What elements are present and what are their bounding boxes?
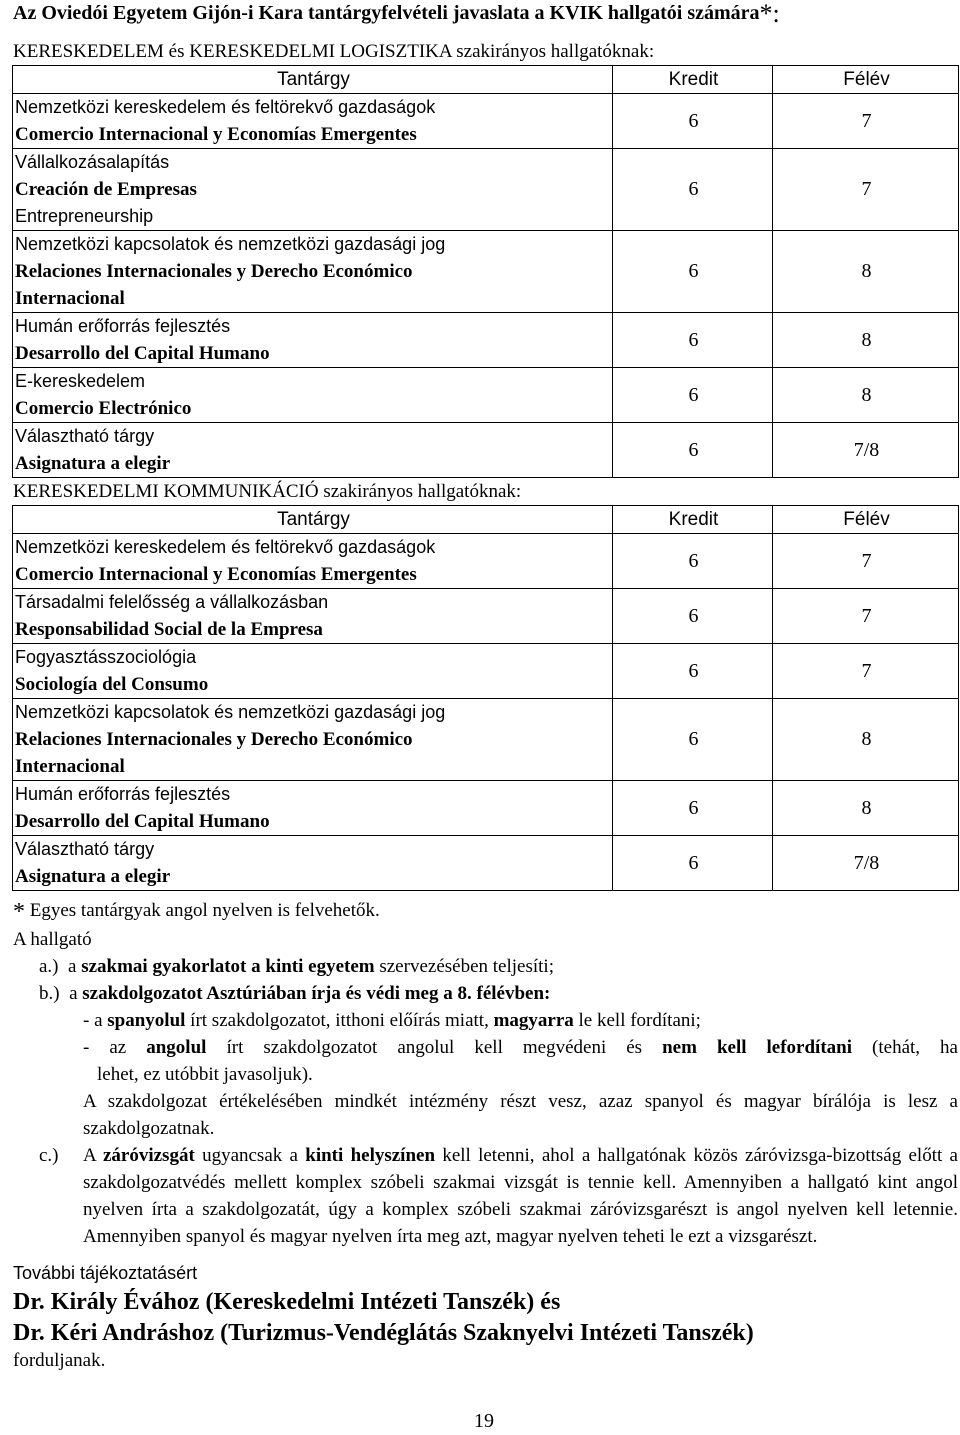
course-name-cell bbox=[13, 589, 613, 644]
dash-item-spanish: - a spanyolul írt szakdolgozatot, itthoni előírás miatt, magyarra le kell fordítani; bbox=[83, 1010, 701, 1031]
page-number: 19 bbox=[474, 1410, 494, 1432]
course-name-cell bbox=[13, 836, 613, 891]
course-name-cell bbox=[13, 149, 613, 231]
dash-item-english: - az angolul írt szakdolgozatot angolul kell megvédeni és nem kell lefordítani (tehát, ha bbox=[83, 1037, 958, 1058]
course-name-spanish: Creación de Empresas bbox=[15, 179, 197, 200]
course-name-spanish: Desarrollo del Capital Humano bbox=[15, 343, 270, 364]
kredit-cell: 6 bbox=[613, 368, 773, 423]
kredit-cell: 6 bbox=[613, 423, 773, 478]
course-name-hungarian: Választható tárgy bbox=[15, 839, 155, 859]
kredit-cell: 6 bbox=[613, 534, 773, 589]
table-row bbox=[13, 423, 959, 478]
student-intro: A hallgató bbox=[13, 929, 92, 950]
course-name-cell bbox=[13, 313, 613, 368]
table-row bbox=[13, 534, 959, 589]
table-row bbox=[13, 313, 959, 368]
course-name-spanish: Responsabilidad Social de la Empresa bbox=[15, 619, 323, 640]
course-name-cell bbox=[13, 781, 613, 836]
felev-cell: 8 bbox=[773, 368, 959, 423]
kredit-cell: 6 bbox=[613, 781, 773, 836]
column-header-subject: Tantárgy bbox=[13, 506, 613, 534]
table-row bbox=[13, 699, 959, 781]
course-name-spanish: Relaciones Internacionales y Derecho Económico bbox=[15, 729, 413, 750]
felev-cell: 7 bbox=[773, 149, 959, 231]
felev-cell: 8 bbox=[773, 231, 959, 313]
item-b-emphasis: szakdolgozatot Asztúriában írja és védi meg a 8. félévben: bbox=[82, 983, 551, 1004]
section-heading-kommunikacio: KERESKEDELMI KOMMUNIKÁCIÓ szakirányos hallgatóknak: bbox=[13, 481, 522, 502]
item-b-label: b.) bbox=[39, 983, 60, 1004]
course-table-body bbox=[13, 94, 959, 478]
section-heading-kereskedelem: KERESKEDELEM és KERESKEDELMI LOGISZTIKA szakirányos hallgatóknak: bbox=[13, 41, 655, 62]
item-c bbox=[39, 1142, 958, 1250]
table-row bbox=[13, 231, 959, 313]
item-a-emphasis: szakmai gyakorlatot a kinti egyetem bbox=[81, 956, 375, 977]
course-name-hungarian: Társadalmi felelősség a vállalkozásban bbox=[15, 592, 329, 612]
felev-cell: 7 bbox=[773, 589, 959, 644]
table-row bbox=[13, 781, 959, 836]
item-a: a.) a szakmai gyakorlatot a kinti egyetem szervezésében teljesíti; bbox=[39, 956, 554, 977]
document-title bbox=[13, 0, 958, 27]
felev-cell: 7 bbox=[773, 644, 959, 699]
contact-person-1: Dr. Király Évához (Kereskedelmi Intézeti Tanszék) és bbox=[13, 1289, 561, 1315]
item-b: b.) a szakdolgozatot Asztúriában írja és védi meg a 8. félévben: bbox=[39, 983, 551, 1004]
kredit-cell: 6 bbox=[613, 94, 773, 149]
column-header-subject: Tantárgy bbox=[13, 66, 613, 94]
course-name-cell bbox=[13, 368, 613, 423]
course-name-hungarian: Nemzetközi kapcsolatok és nemzetközi gazdasági jog bbox=[15, 234, 446, 254]
felev-cell: 7/8 bbox=[773, 423, 959, 478]
course-name-hungarian: Vállalkozásalapítás bbox=[15, 152, 170, 172]
item-c-label: c.) bbox=[39, 1145, 59, 1166]
kredit-cell: 6 bbox=[613, 231, 773, 313]
course-name-cell bbox=[13, 644, 613, 699]
course-name-spanish: Relaciones Internacionales y Derecho Económico bbox=[15, 261, 413, 282]
table-header-row bbox=[13, 506, 959, 534]
kredit-cell: 6 bbox=[613, 699, 773, 781]
course-name-spanish: Asignatura a elegir bbox=[15, 866, 171, 887]
felev-cell: 8 bbox=[773, 781, 959, 836]
evaluation-paragraph: A szakdolgozat értékelésében mindkét intézmény részt vesz, azaz spanyol és magyar bírálója is lesz a szakdolgozatnak. bbox=[83, 1091, 958, 1139]
course-name-spanish: Comercio Internacional y Economías Emergentes bbox=[15, 124, 417, 145]
course-name-hungarian: E-kereskedelem bbox=[15, 371, 146, 391]
felev-cell: 8 bbox=[773, 699, 959, 781]
course-name-hungarian: Humán erőforrás fejlesztés bbox=[15, 784, 231, 804]
table-header-row bbox=[13, 66, 959, 94]
notes-block bbox=[13, 897, 958, 1250]
table-row bbox=[13, 368, 959, 423]
course-name-spanish: Comercio Internacional y Economías Emergentes bbox=[15, 564, 417, 585]
course-name-cell bbox=[13, 94, 613, 149]
table-row bbox=[13, 149, 959, 231]
dash-item-english-continued: lehet, ez utóbbit javasoljuk). bbox=[97, 1064, 313, 1085]
course-name-hungarian: Nemzetközi kereskedelem és feltörekvő gazdaságok bbox=[15, 537, 436, 557]
english-availability-note bbox=[13, 897, 958, 926]
course-name-english: Entrepreneurship bbox=[15, 206, 154, 226]
kredit-cell: 6 bbox=[613, 644, 773, 699]
item-c-text: A záróvizsgát ugyancsak a kinti helyszínen kell letenni, ahol a hallgatónak közös záróvizsga-bizottság előtt a szakdolgozatvédés mellett komplex szóbeli szakmai vizsgát is tennie kell. Amennyiben a hallgató kint angol nyelven írta a szakdolgozatát, úgy a komplex szóbeli szakmai záróvizsgarészt is angol nyelven kell letennie. Amennyiben spanyol és magyar nyelven írta meg azt, magyar nyelven teheti le ezt a vizsgarészt. bbox=[83, 1145, 958, 1247]
course-name-cell bbox=[13, 231, 613, 313]
course-name-cell bbox=[13, 534, 613, 589]
course-name-spanish-continued: Internacional bbox=[15, 288, 125, 309]
table-row bbox=[13, 836, 959, 891]
contact-intro: További tájékoztatásért bbox=[13, 1263, 198, 1283]
felev-cell: 7/8 bbox=[773, 836, 959, 891]
course-table-body bbox=[13, 534, 959, 891]
kredit-cell: 6 bbox=[613, 313, 773, 368]
course-name-spanish: Desarrollo del Capital Humano bbox=[15, 811, 270, 832]
footnote-mark: * bbox=[13, 899, 25, 925]
course-name-hungarian: Nemzetközi kapcsolatok és nemzetközi gazdasági jog bbox=[15, 702, 446, 722]
contact-person-2: Dr. Kéri Andráshoz (Turizmus-Vendéglátás Szaknyelvi Intézeti Tanszék) bbox=[13, 1320, 754, 1346]
column-header-felev: Félév bbox=[773, 66, 959, 94]
table-row bbox=[13, 644, 959, 699]
course-name-cell bbox=[13, 423, 613, 478]
course-name-spanish: Asignatura a elegir bbox=[15, 453, 171, 474]
kredit-cell: 6 bbox=[613, 149, 773, 231]
course-name-hungarian: Fogyasztásszociológia bbox=[15, 647, 197, 667]
course-name-hungarian: Humán erőforrás fejlesztés bbox=[15, 316, 231, 336]
course-table-kereskedelem bbox=[12, 65, 959, 478]
table-row bbox=[13, 94, 959, 149]
column-header-kredit: Kredit bbox=[613, 66, 773, 94]
felev-cell: 7 bbox=[773, 94, 959, 149]
course-name-hungarian: Választható tárgy bbox=[15, 426, 155, 446]
table-row bbox=[13, 589, 959, 644]
english-note-text: Egyes tantárgyak angol nyelven is felvehetők. bbox=[29, 900, 380, 921]
column-header-felev: Félév bbox=[773, 506, 959, 534]
felev-cell: 8 bbox=[773, 313, 959, 368]
course-name-spanish: Sociología del Consumo bbox=[15, 674, 209, 695]
closing-text: forduljanak. bbox=[13, 1350, 106, 1371]
course-name-spanish: Comercio Electrónico bbox=[15, 398, 192, 419]
course-name-hungarian: Nemzetközi kereskedelem és feltörekvő gazdaságok bbox=[15, 97, 436, 117]
kredit-cell: 6 bbox=[613, 589, 773, 644]
kredit-cell: 6 bbox=[613, 836, 773, 891]
column-header-kredit: Kredit bbox=[613, 506, 773, 534]
title-footnote-mark: *: bbox=[759, 0, 780, 28]
document-page bbox=[13, 0, 958, 1373]
course-name-spanish-continued: Internacional bbox=[15, 756, 125, 777]
course-table-kommunikacio bbox=[12, 505, 959, 891]
course-name-cell bbox=[13, 699, 613, 781]
item-a-label: a.) bbox=[39, 956, 59, 977]
felev-cell: 7 bbox=[773, 534, 959, 589]
title-text: Az Oviedói Egyetem Gijón-i Kara tantárgyfelvételi javaslata a KVIK hallgatói számára bbox=[13, 2, 760, 24]
